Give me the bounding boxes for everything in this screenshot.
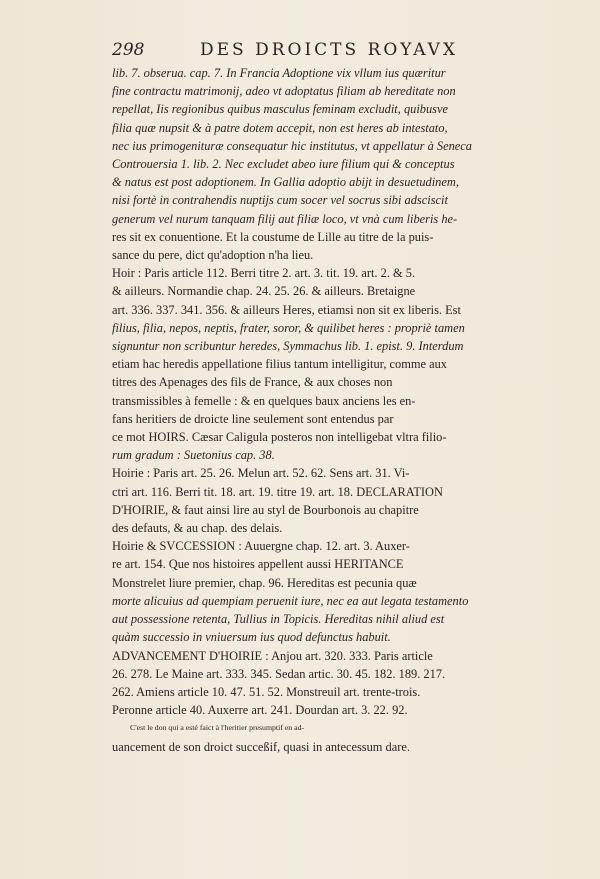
text-line: fine contractu matrimonij, adeo vt adoptatus filiam ab hereditate non (112, 84, 456, 99)
text-line: Hoirie & SVCCESSION : Auuergne chap. 12. art. 3. Auxer- (112, 539, 410, 554)
text-line: 262. Amiens article 10. 47. 51. 52. Monstreuil art. trente-trois. (112, 684, 421, 699)
text-line: rum gradum : Suetonius cap. 38. (112, 448, 275, 463)
text-line: morte alicuius ad quempiam peruenit iure, nec ea aut legata testamento (112, 593, 469, 608)
text-line: & natus est post adoptionem. In Gallia adoptio abijt in desuetudinem, (112, 175, 459, 190)
text-line: res sit ex conuentione. Et la coustume de Lille au titre de la puis- (112, 229, 434, 244)
text-line: filia quæ nupsit & à patre dotem accepit, non est heres ab intestato, (112, 120, 448, 135)
text-line: 26. 278. Le Maine art. 333. 345. Sedan artic. 30. 45. 182. 189. 217. (112, 666, 446, 681)
text-line: aut possessione retenta, Tullius in Topicis. Hereditas nihil aliud est (112, 612, 445, 627)
text-line: generum vel nurum tanquam filij aut filiæ loco, vt vnà cum liberis he- (112, 211, 458, 226)
text-line: D'HOIRIE, & faut ainsi lire au styl de Bourbonois au chapitre (112, 502, 419, 517)
page-number: 298 (112, 40, 145, 60)
text-line: Hoirie : Paris art. 25. 26. Melun art. 52. 62. Sens art. 31. Vi- (112, 466, 410, 481)
text-line: ctri art. 116. Berri tit. 18. art. 19. titre 19. art. 18. DECLARATION (112, 484, 443, 499)
text-line: titres des Apenages des fils de France, & aux choses non (112, 375, 393, 390)
page-header (112, 40, 552, 64)
text-line: nisi fortè in contrahendis nuptijs cum socer vel socrus sibi adsciscit (112, 193, 448, 208)
text-line: Monstrelet liure premier, chap. 96. Hereditas est pecunia quæ (112, 575, 417, 590)
text-line: art. 336. 337. 341. 356. & ailleurs Heres, etiamsi non sit ex liberis. Est (112, 302, 461, 317)
text-line: signuntur non scribuntur heredes, Symmachus lib. 1. epist. 9. Interdum (112, 339, 464, 354)
running-head: DES DROICTS ROYAVX (200, 40, 459, 60)
text-line: sance du pere, dict qu'adoption n'ha lieu. (112, 248, 314, 263)
text-line: transmissibles à femelle : & en quelques baux anciens les en- (112, 393, 416, 408)
text-line: lib. 7. obserua. cap. 7. In Francia Adoptione vix vllum ius quæritur (112, 66, 446, 80)
text-line: Hoir : Paris article 112. Berri titre 2. art. 3. tit. 19. art. 2. & 5. (112, 266, 416, 281)
text-line: C'est le don qui a esté faict à l'heritier presumptif en ad- (130, 723, 305, 733)
text-line: uancement de son droict succeßif, quasi in antecessum dare. (112, 739, 410, 754)
text-line: quàm successio in vniuersum ius quod defunctus habuit. (112, 630, 391, 645)
text-line: ADVANCEMENT D'HOIRIE : Anjou art. 320. 333. Paris article (112, 648, 433, 663)
text-line: re art. 154. Que nos histoires appellent aussi HERITANCE (112, 557, 404, 572)
text-line: etiam hac heredis appellatione filius tantum intelligitur, comme aux (112, 357, 447, 372)
text-line: nec ius primogenituræ consequatur hic institutus, vt appellatur à Seneca (112, 138, 472, 153)
text-line: des defauts, & au chap. des delais. (112, 521, 283, 536)
body-text (112, 64, 552, 756)
text-line: fans heritiers de droicte line seulement sont entendus par (112, 411, 394, 426)
text-line: filius, filia, nepos, neptis, frater, soror, & quilibet heres : propriè tamen (112, 320, 465, 335)
text-line: Peronne article 40. Auxerre art. 241. Dourdan art. 3. 22. 92. (112, 703, 408, 718)
text-line: repellat, Iis regionibus quibus masculus feminam excludit, quibusve (112, 102, 448, 117)
text-line: & ailleurs. Normandie chap. 24. 25. 26. & ailleurs. Bretaigne (112, 284, 416, 299)
text-line: Controuersia 1. lib. 2. Nec excludet abeo iure filium qui & conceptus (112, 157, 455, 172)
text-line: ce mot HOIRS. Cæsar Caligula posteros non intelligebat vltra filio- (112, 430, 447, 445)
